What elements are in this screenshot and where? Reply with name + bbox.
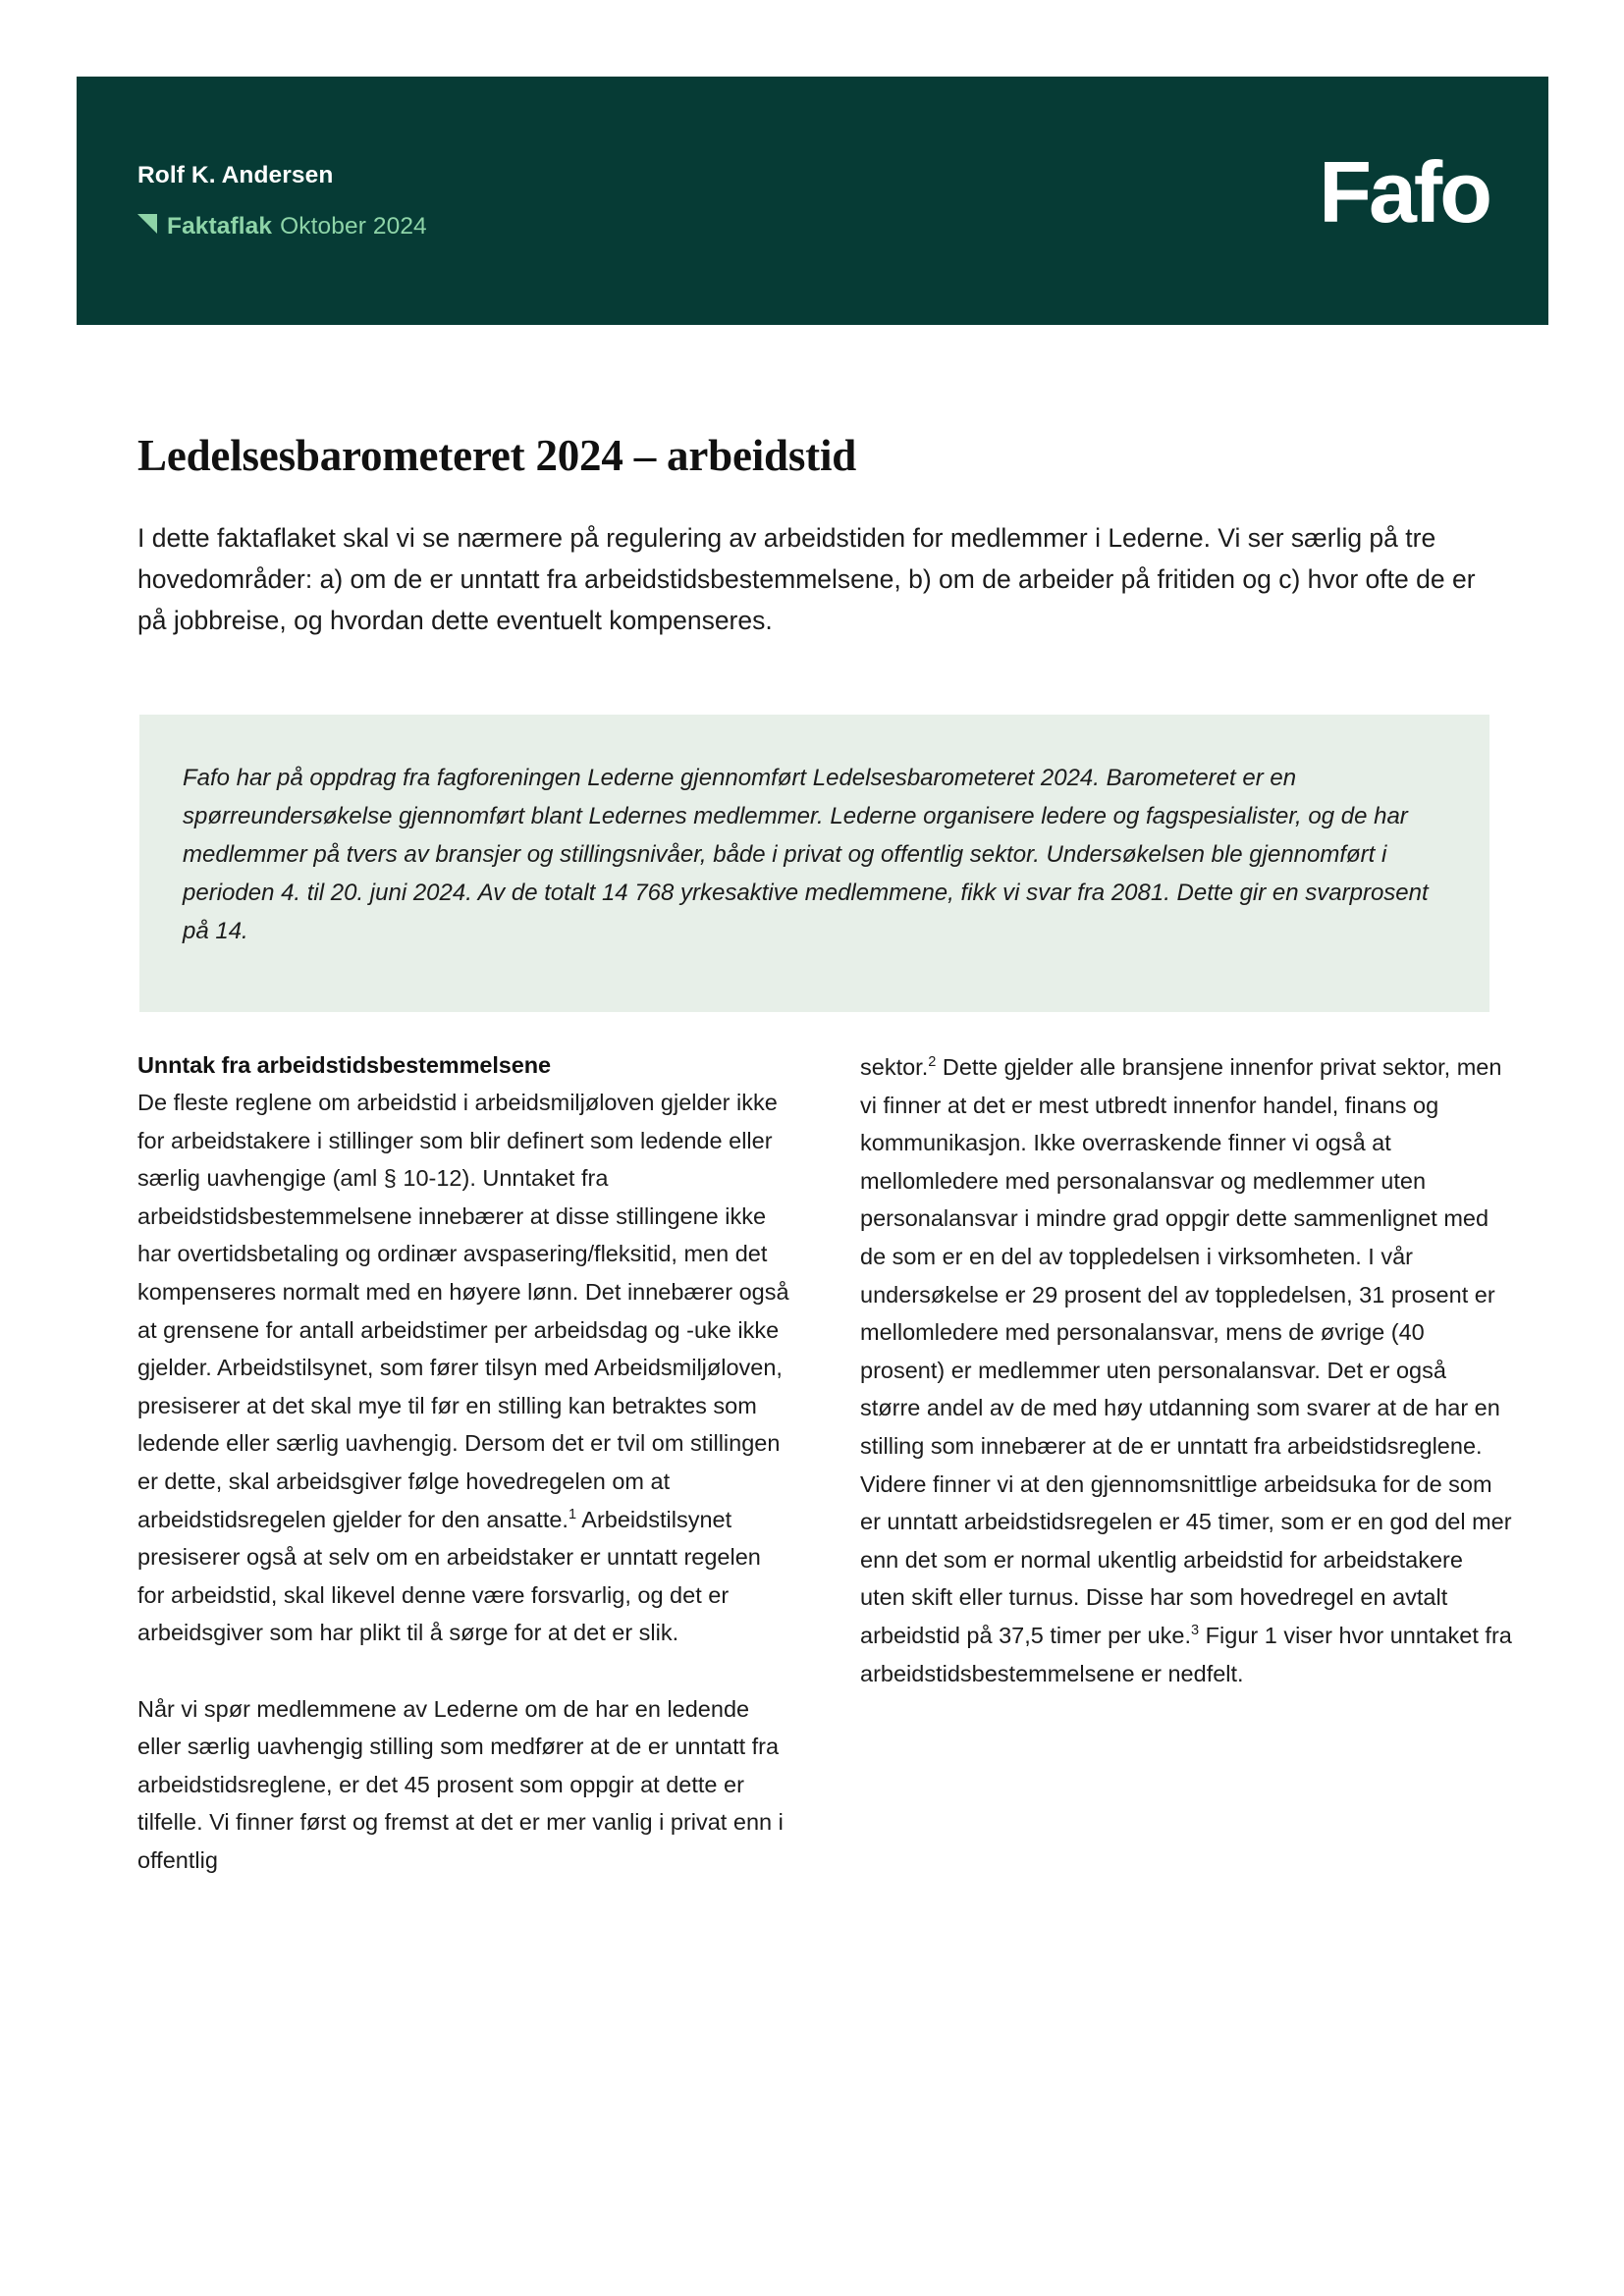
- right-p1-part-c: Figur 1 viser hvor unntaket fra arbeidstidsbestemmelsene er nedfelt.: [860, 1622, 1512, 1686]
- left-paragraph-2: Når vi spør medlemmene av Lederne om de har en ledende eller særlig uavhengig stilling som medfører at de er unntatt fra arbeidstidsreglene, er det 45 prosent som oppgir at dette er tilfelle. Vi finner først og fremst at det er mer vanlig i privat enn i offentlig: [137, 1695, 784, 1873]
- header-band: [77, 77, 1548, 325]
- left-p1-part-a: De fleste reglene om arbeidstid i arbeidsmiljøloven gjelder ikke for arbeidstakere i stillinger som blir definert som ledende eller særlig uavhengige (aml § 10-12). Unntaket fra arbeidstidsbestemmelsene innebærer at disse stillingene ikke har overtidsbetaling og ordinær avspasering/fleksitid, men det kompenseres normalt med en høyere lønn. Det innebærer også at grensene for antall arbeidstimer per arbeidsdag og -uke ikke gjelder. Arbeidstilsynet, som fører tilsyn med Arbeidsmiljøloven, presiserer at det skal mye til før en stilling kan betraktes som ledende eller særlig uavhengig. Dersom det er tvil om stillingen er dette, skal arbeidsgiver følge hovedregelen om at arbeidstidsregelen gjelder for den ansatte.: [137, 1090, 789, 1532]
- column-left: [137, 1048, 789, 1879]
- fact-box-text: Fafo har på oppdrag fra fagforeningen Lederne gjennomført Ledelsesbarometeret 2024. Barometeret er en spørreundersøkelse gjennomført blant Ledernes medlemmer. Lederne organisere ledere og fagspesialister, og de har medlemmer på tvers av bransjer og stillingsnivåer, både i privat og offentlig sektor. Undersøkelsen ble gjennomført i perioden 4. til 20. juni 2024. Av de totalt 14 768 yrkesaktive medlemmene, fikk vi svar fra 2081. Dette gir en svarprosent på 14.: [183, 765, 1429, 944]
- triangle-marker-icon: [137, 214, 157, 234]
- fact-box: [139, 715, 1489, 1012]
- body-columns: [137, 1048, 1512, 1879]
- author-name: Rolf K. Andersen: [137, 162, 334, 188]
- fafo-logo: Fafo: [1319, 143, 1489, 240]
- header-left-block: [137, 161, 427, 240]
- right-p1-part-b: Dette gjelder alle bransjene innenfor privat sektor, men vi finner at det er mest utbredt innenfor handel, finans og kommunikasjon. Ikke overraskende finner vi også at mellomledere med personalansvar og medlemmer uten personalansvar i mindre grad oppgir dette sammenlignet med de som er en del av toppledelsen i virksomheten. I vår undersøkelse er 29 prosent del av toppledelsen, 31 prosent er mellomledere med personalansvar, mens de øvrige (40 prosent) er medlemmer uten personalansvar. Det er også større andel av de med høy utdanning som svarer at de har en stilling som innebærer at de er unntatt fra arbeidstidsreglene. Videre finner vi at den gjennomsnittlige arbeidsuka for de som er unntatt arbeidstidsregelen er 45 timer, som er en god del mer enn det som er normal ukentlig arbeidstid for arbeidstakere uten skift eller turnus. Disse har som hovedregel en avtalt arbeidstid på 37,5 timer per uke.: [860, 1054, 1512, 1648]
- right-paragraph-1: [860, 1048, 1512, 1692]
- column-right: [860, 1048, 1512, 1879]
- kicker-date: Oktober 2024: [280, 213, 427, 240]
- footnote-ref-1[interactable]: 1: [568, 1506, 577, 1522]
- left-paragraph-1: [137, 1084, 789, 1652]
- kicker-row: [137, 213, 427, 240]
- footnote-ref-2[interactable]: 2: [928, 1054, 937, 1071]
- section-heading-unntak: Unntak fra arbeidstidsbestemmelsene: [137, 1052, 551, 1078]
- lead-paragraph: I dette faktaflaket skal vi se nærmere på regulering av arbeidstiden for medlemmer i Lederne. Vi ser særlig på tre hovedområder: a) om de er unntatt fra arbeidstidsbestemmelsene, b) om de arbeider på fritiden og c) hvor ofte de er på jobbreise, og hvordan dette eventuelt kompenseres.: [137, 522, 1476, 635]
- footnote-ref-3[interactable]: 3: [1191, 1623, 1200, 1639]
- right-p1-part-a: sektor.: [860, 1054, 929, 1080]
- kicker-label: Faktaflak: [167, 213, 273, 240]
- page-title: Ledelsesbarometeret 2024 – arbeidstid: [137, 431, 857, 481]
- left-p1-part-b: Arbeidstilsynet presiserer også at selv om en arbeidstaker er unntatt regelen for arbeidstid, skal likevel denne være forsvarlig, og det er arbeidsgiver som har plikt til å sørge for at det er slik.: [137, 1506, 761, 1646]
